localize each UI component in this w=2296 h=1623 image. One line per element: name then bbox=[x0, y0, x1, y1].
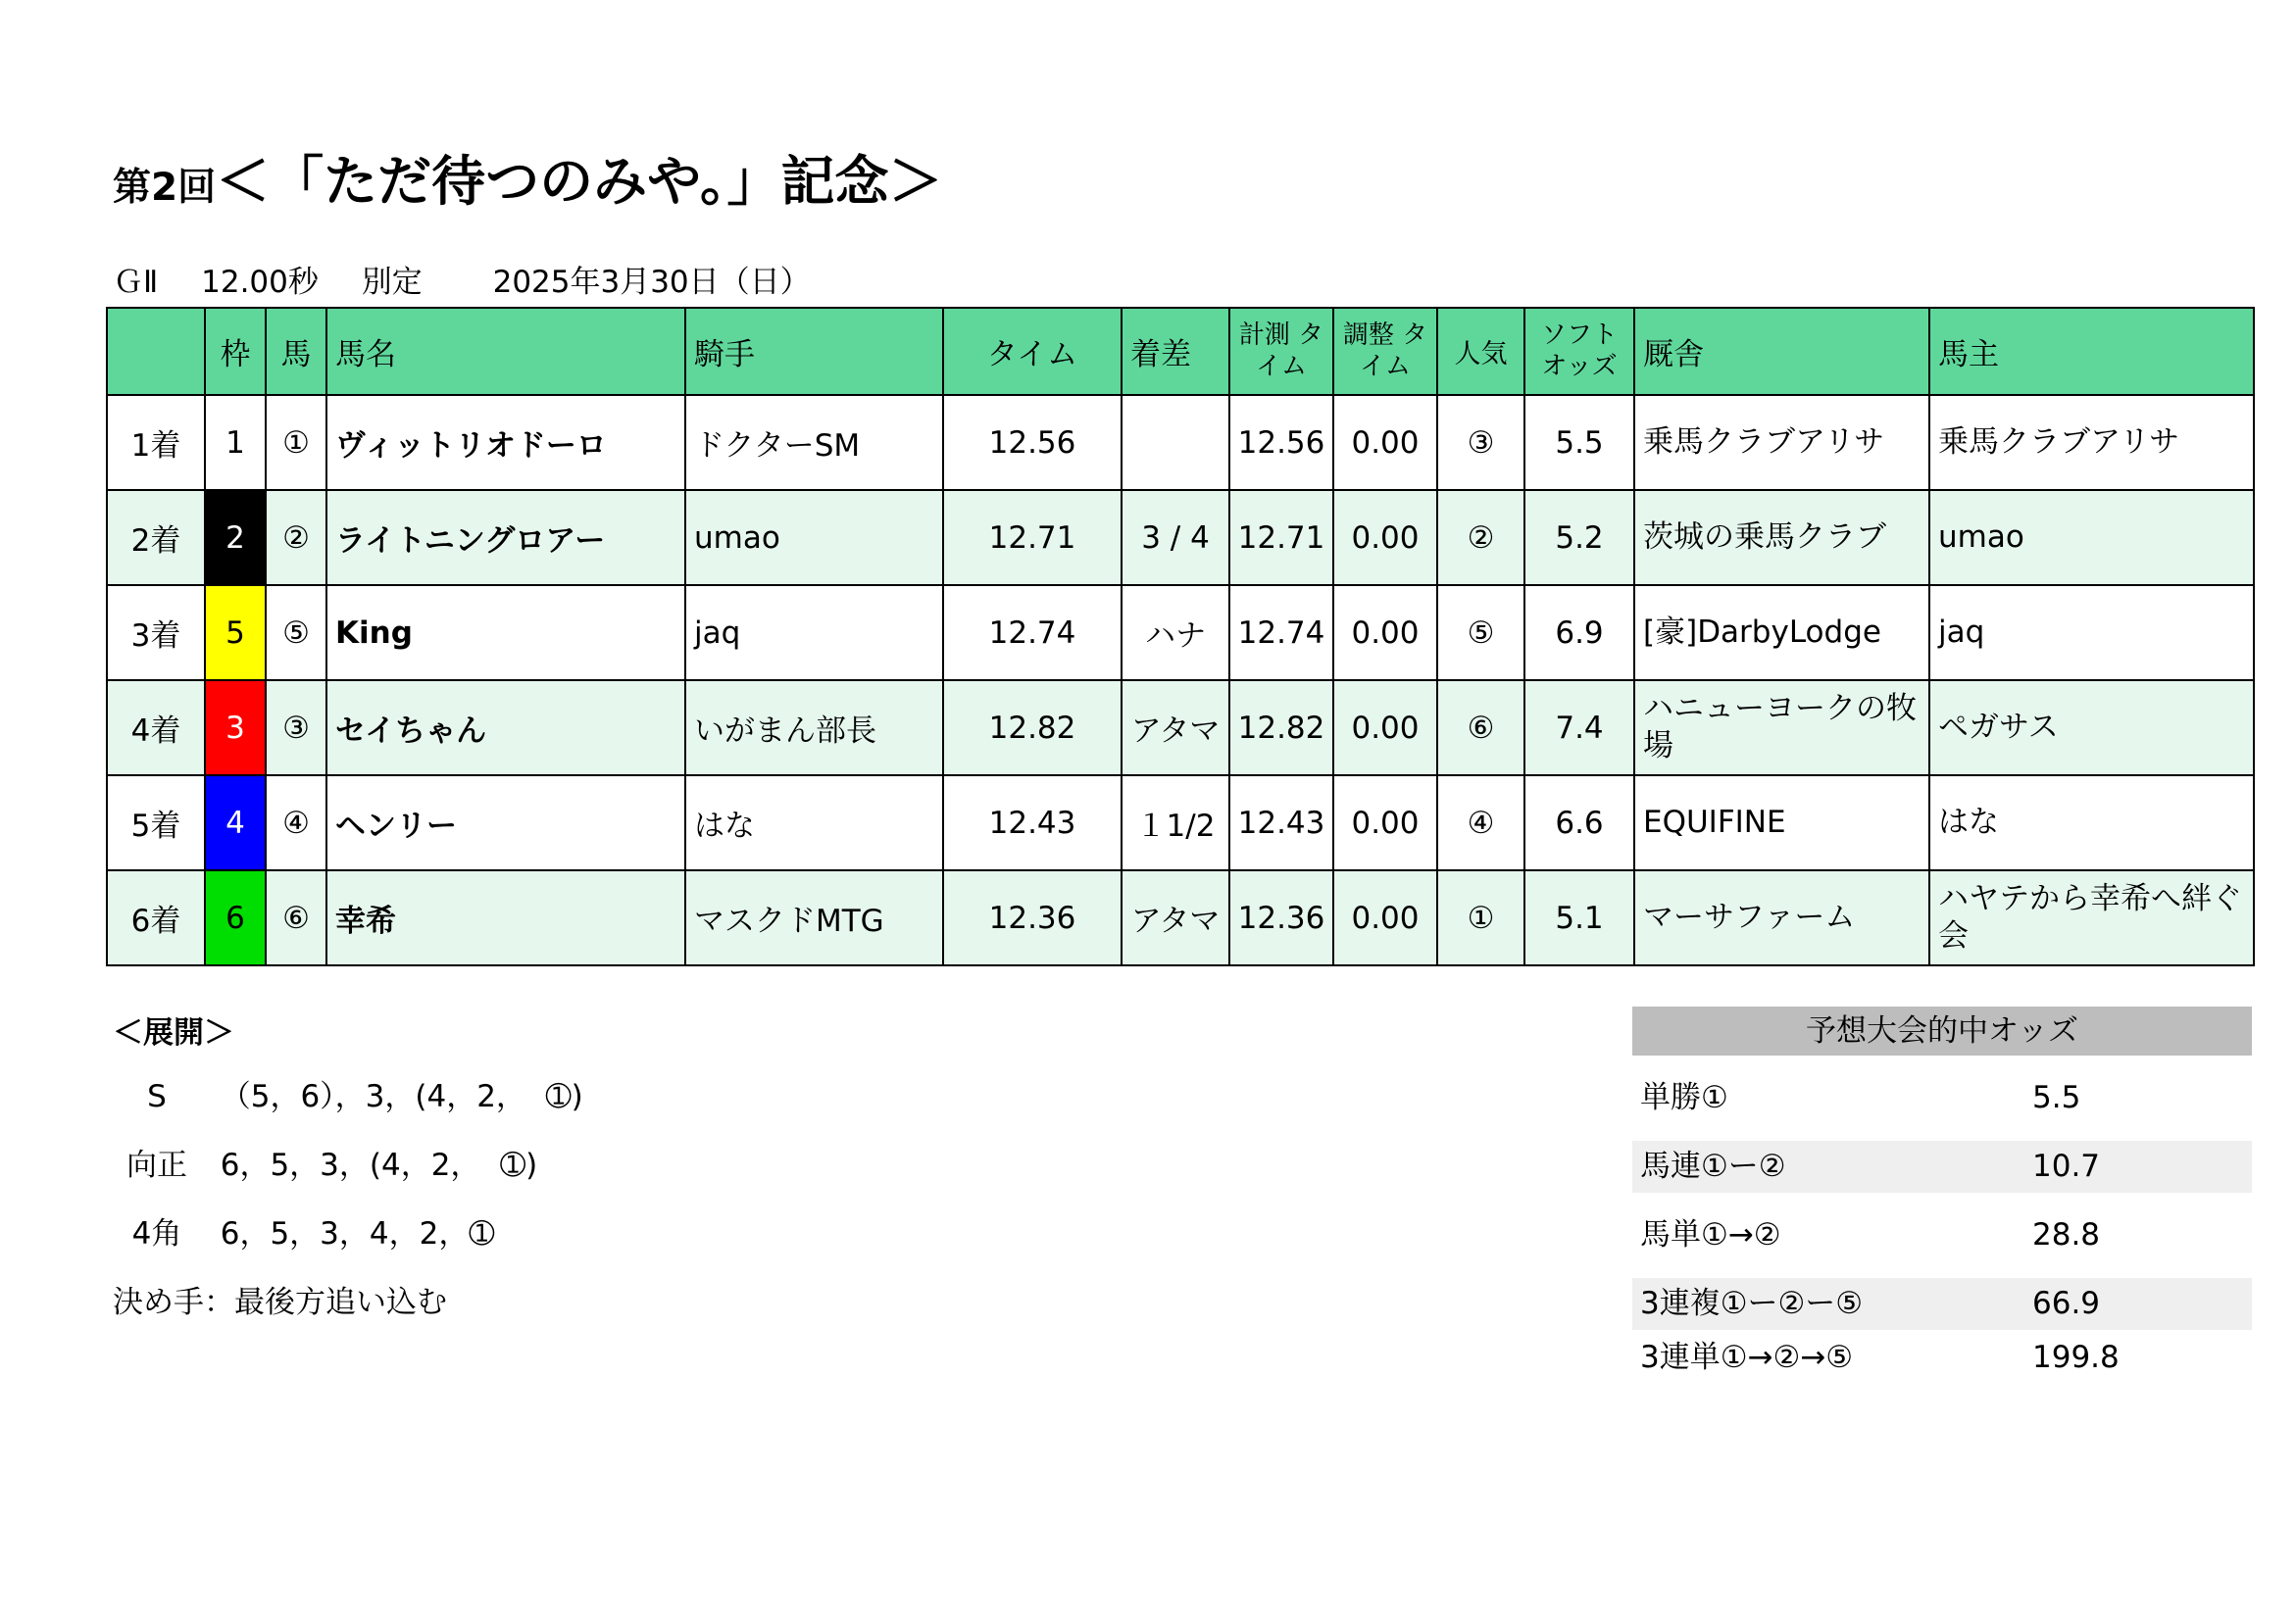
place-cell: 2着 bbox=[107, 490, 205, 585]
race-grade: ＧⅡ bbox=[113, 265, 159, 300]
horse-number-cell: ④ bbox=[266, 775, 326, 870]
popularity-cell: ⑤ bbox=[1437, 585, 1524, 680]
popularity-cell: ② bbox=[1437, 490, 1524, 585]
owner-cell: ペガサス bbox=[1929, 680, 2254, 775]
soft-odds-cell: 5.2 bbox=[1524, 490, 1634, 585]
horse-name-cell: ヘンリー bbox=[326, 775, 685, 870]
odds-row: 3連単①→②→⑤ 199.8 bbox=[1640, 1340, 2120, 1375]
adjusted-time-cell: 0.00 bbox=[1333, 680, 1437, 775]
measured-time-cell: 12.74 bbox=[1229, 585, 1333, 680]
jockey-cell: マスクドMTG bbox=[685, 870, 943, 965]
header-uma: 馬 bbox=[266, 308, 326, 395]
owner-cell: 乗馬クラブアリサ bbox=[1929, 395, 2254, 490]
measured-time-cell: 12.71 bbox=[1229, 490, 1333, 585]
measured-time-cell: 12.43 bbox=[1229, 775, 1333, 870]
development-backstretch: 向正 6，5，3，(4，2， ➀) bbox=[126, 1148, 538, 1183]
stable-cell: 茨城の乗馬クラブ bbox=[1634, 490, 1929, 585]
horse-number-cell: ⑥ bbox=[266, 870, 326, 965]
race-development bbox=[113, 1008, 583, 1352]
stable-cell: [豪]DarbyLodge bbox=[1634, 585, 1929, 680]
waku-cell: 4 bbox=[205, 775, 266, 870]
adjusted-time-cell: 0.00 bbox=[1333, 775, 1437, 870]
horse-name-cell: 幸希 bbox=[326, 870, 685, 965]
measured-time-cell: 12.36 bbox=[1229, 870, 1333, 965]
race-weight-rule: 別定 bbox=[361, 265, 423, 300]
table-row bbox=[107, 585, 2254, 680]
time-cell: 12.43 bbox=[943, 775, 1122, 870]
horse-name-cell: ヴィットリオドーロ bbox=[326, 395, 685, 490]
margin-cell: アタマ bbox=[1122, 680, 1229, 775]
odds-heading: 予想大会的中オッズ bbox=[1632, 1007, 2252, 1056]
odds-row: 馬単①→② 28.8 bbox=[1640, 1217, 2101, 1253]
horse-name-cell: セイちゃん bbox=[326, 680, 685, 775]
development-start: S （5，6），3，(4，2， ➀) bbox=[147, 1079, 583, 1114]
header-adjusted-time: 調整 タイム bbox=[1333, 308, 1437, 395]
header-measured-time: 計測 タイム bbox=[1229, 308, 1333, 395]
adjusted-time-cell: 0.00 bbox=[1333, 870, 1437, 965]
header-horse-name: 馬名 bbox=[326, 308, 685, 395]
soft-odds-cell: 6.6 bbox=[1524, 775, 1634, 870]
jockey-cell: はな bbox=[685, 775, 943, 870]
margin-cell: ハナ bbox=[1122, 585, 1229, 680]
stable-cell: マーサファーム bbox=[1634, 870, 1929, 965]
time-cell: 12.36 bbox=[943, 870, 1122, 965]
margin-cell: アタマ bbox=[1122, 870, 1229, 965]
stable-cell: ハニューヨークの牧場 bbox=[1634, 680, 1929, 775]
results-table bbox=[106, 307, 2255, 966]
measured-time-cell: 12.82 bbox=[1229, 680, 1333, 775]
odds-row: 馬連①ー② 10.7 bbox=[1632, 1141, 2252, 1193]
adjusted-time-cell: 0.00 bbox=[1333, 395, 1437, 490]
race-time-limit: 12.00秒 bbox=[201, 265, 319, 300]
header-jockey: 騎手 bbox=[685, 308, 943, 395]
horse-number-cell: ② bbox=[266, 490, 326, 585]
winning-move: 決め手：最後方追い込む bbox=[113, 1285, 447, 1320]
adjusted-time-cell: 0.00 bbox=[1333, 585, 1437, 680]
owner-cell: ハヤテから幸希へ絆ぐ会 bbox=[1929, 870, 2254, 965]
owner-cell: はな bbox=[1929, 775, 2254, 870]
place-cell: 3着 bbox=[107, 585, 205, 680]
horse-name-cell: King bbox=[326, 585, 685, 680]
soft-odds-cell: 7.4 bbox=[1524, 680, 1634, 775]
soft-odds-cell: 6.9 bbox=[1524, 585, 1634, 680]
development-fourth-corner: 4角 6，5，3，4，2，➀ bbox=[131, 1216, 495, 1252]
race-number: 第2回 bbox=[113, 166, 217, 210]
odds-row: 単勝① 5.5 bbox=[1640, 1080, 2081, 1115]
adjusted-time-cell: 0.00 bbox=[1333, 490, 1437, 585]
table-row bbox=[107, 395, 2254, 490]
measured-time-cell: 12.56 bbox=[1229, 395, 1333, 490]
header-margin: 着差 bbox=[1122, 308, 1229, 395]
horse-name-cell: ライトニングロアー bbox=[326, 490, 685, 585]
popularity-cell: ④ bbox=[1437, 775, 1524, 870]
horse-number-cell: ① bbox=[266, 395, 326, 490]
waku-cell: 3 bbox=[205, 680, 266, 775]
table-row bbox=[107, 775, 2254, 870]
margin-cell bbox=[1122, 395, 1229, 490]
margin-cell: 3 / 4 bbox=[1122, 490, 1229, 585]
time-cell: 12.74 bbox=[943, 585, 1122, 680]
place-cell: 1着 bbox=[107, 395, 205, 490]
waku-cell: 1 bbox=[205, 395, 266, 490]
stable-cell: EQUIFINE bbox=[1634, 775, 1929, 870]
owner-cell: jaq bbox=[1929, 585, 2254, 680]
race-name: ＜「ただ待つのみや。」記念＞ bbox=[216, 150, 943, 213]
prediction-odds-panel bbox=[1632, 1007, 2252, 1384]
race-info bbox=[113, 257, 844, 301]
table-row bbox=[107, 680, 2254, 775]
jockey-cell: ドクターSM bbox=[685, 395, 943, 490]
soft-odds-cell: 5.1 bbox=[1524, 870, 1634, 965]
place-cell: 5着 bbox=[107, 775, 205, 870]
header-place bbox=[107, 308, 205, 395]
popularity-cell: ⑥ bbox=[1437, 680, 1524, 775]
table-row bbox=[107, 490, 2254, 585]
popularity-cell: ① bbox=[1437, 870, 1524, 965]
header-soft-odds: ソフト オッズ bbox=[1524, 308, 1634, 395]
header-waku: 枠 bbox=[205, 308, 266, 395]
race-date: 2025年3月30日（日） bbox=[492, 265, 811, 300]
waku-cell: 5 bbox=[205, 585, 266, 680]
development-heading: ＜展開＞ bbox=[113, 1015, 234, 1051]
header-owner: 馬主 bbox=[1929, 308, 2254, 395]
waku-cell: 2 bbox=[205, 490, 266, 585]
place-cell: 6着 bbox=[107, 870, 205, 965]
jockey-cell: umao bbox=[685, 490, 943, 585]
table-row bbox=[107, 870, 2254, 965]
time-cell: 12.56 bbox=[943, 395, 1122, 490]
header-stable: 厩舎 bbox=[1634, 308, 1929, 395]
horse-number-cell: ⑤ bbox=[266, 585, 326, 680]
owner-cell: umao bbox=[1929, 490, 2254, 585]
margin-cell: １1/2 bbox=[1122, 775, 1229, 870]
jockey-cell: jaq bbox=[685, 585, 943, 680]
place-cell: 4着 bbox=[107, 680, 205, 775]
race-title bbox=[113, 150, 943, 213]
jockey-cell: いがまん部長 bbox=[685, 680, 943, 775]
time-cell: 12.82 bbox=[943, 680, 1122, 775]
odds-row: 3連複①ー②ー⑤ 66.9 bbox=[1632, 1278, 2252, 1330]
stable-cell: 乗馬クラブアリサ bbox=[1634, 395, 1929, 490]
header-time: タイム bbox=[943, 308, 1122, 395]
table-header-row bbox=[107, 308, 2254, 395]
header-popularity: 人気 bbox=[1437, 308, 1524, 395]
soft-odds-cell: 5.5 bbox=[1524, 395, 1634, 490]
popularity-cell: ③ bbox=[1437, 395, 1524, 490]
time-cell: 12.71 bbox=[943, 490, 1122, 585]
waku-cell: 6 bbox=[205, 870, 266, 965]
horse-number-cell: ③ bbox=[266, 680, 326, 775]
